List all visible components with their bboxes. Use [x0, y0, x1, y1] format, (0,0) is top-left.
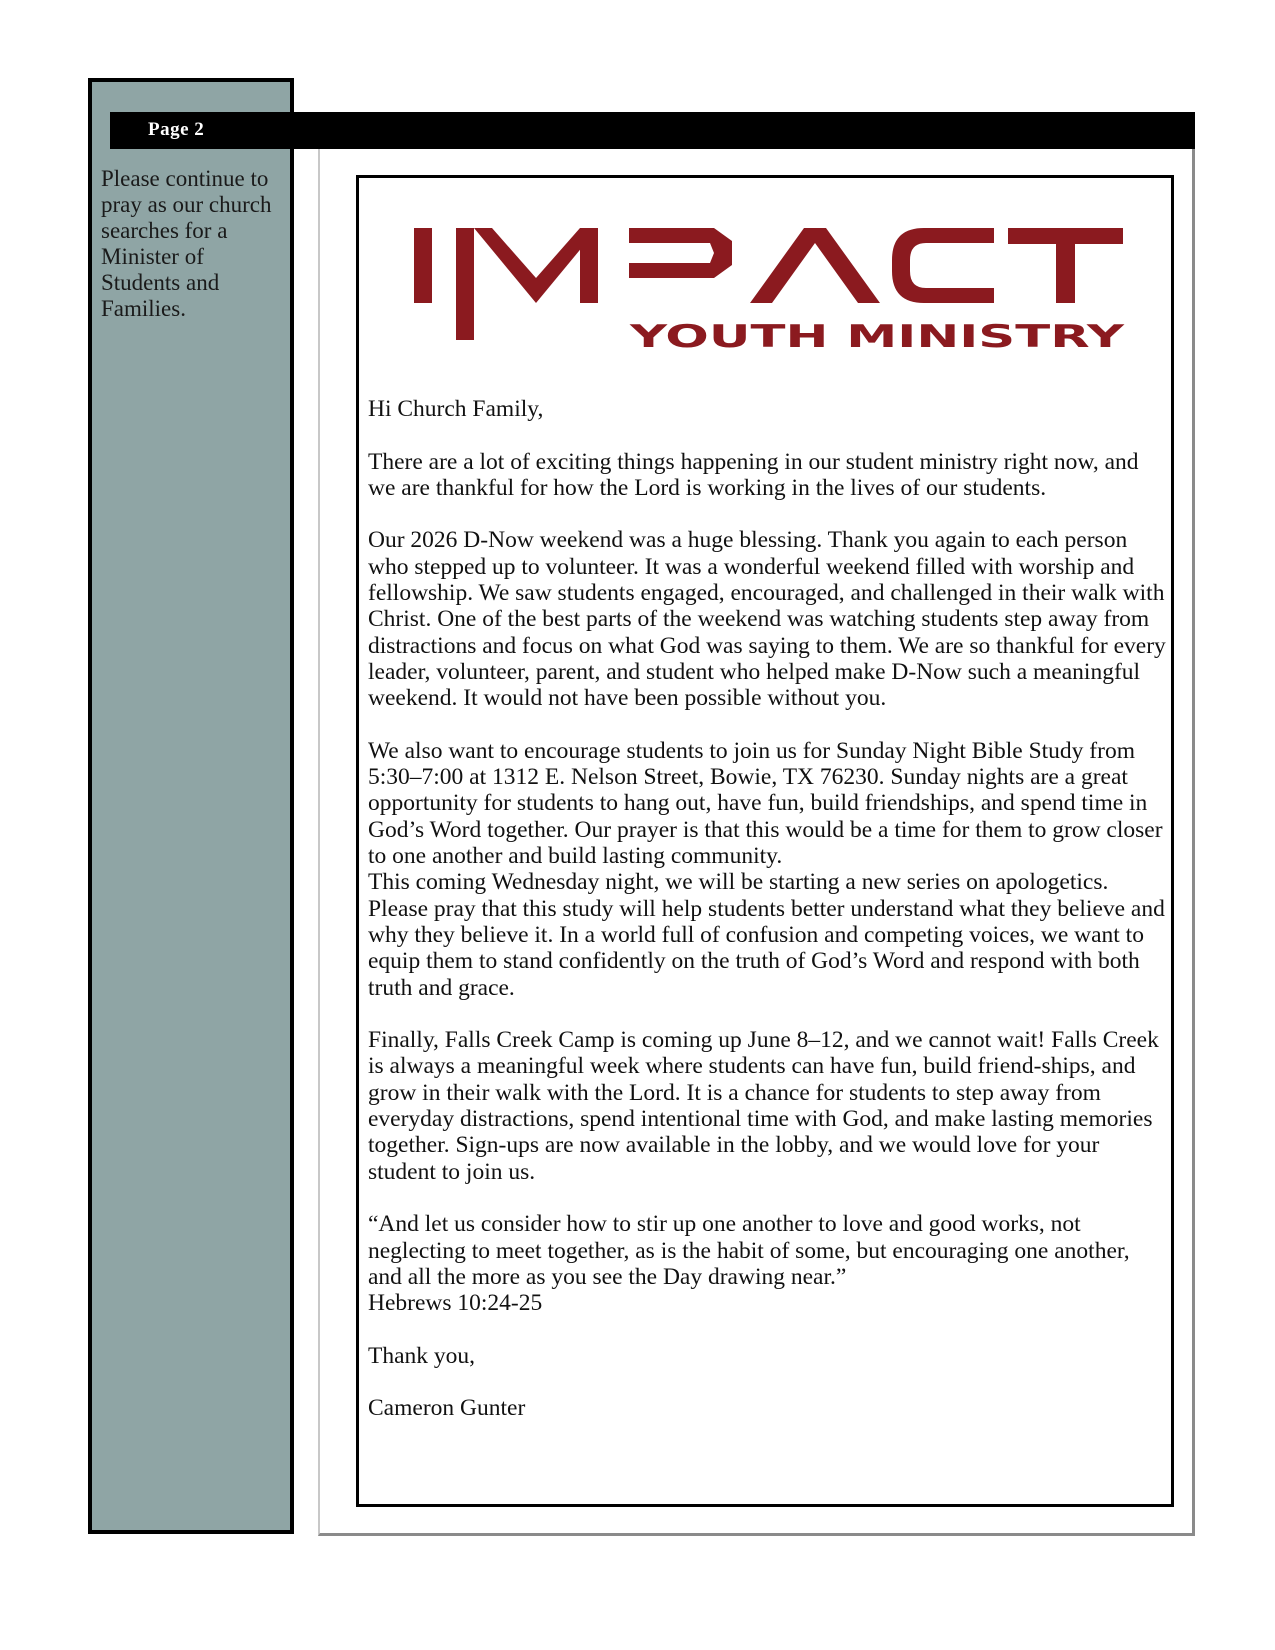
letter-paragraph: There are a lot of exciting things happening in our student ministry right now, and we are thankful for how the Lord is working in the lives of our students.	[368, 448, 1139, 501]
impact-youth-ministry-logo	[414, 223, 1127, 358]
letter-closing: Thank you,	[368, 1342, 476, 1369]
sidebar-prayer-note: Please continue to pray as our church searches for a Minister of Students and Families.	[101, 166, 272, 321]
letter-paragraph: We also want to encourage students to join us for Sunday Night Bible Study from 5:30–7:00 at 1312 E. Nelson Street, Bowie, TX 76230. Sunday nights are a great opportunity for students to hang out, have fun, build friendships, and spend time in God’s Word together. Our prayer is that this would be a time for them to grow closer to one another and build lasting community.	[368, 737, 1163, 870]
logo-subtitle: YOUTH MINISTRY	[628, 319, 1125, 355]
letter-paragraph: This coming Wednesday night, we will be starting a new series on apologetics. Please pray that this study will help students better understand what they believe and why they believe it. In a world full of confusion and competing voices, we want to equip them to stand confidently on the truth of God’s Word and respond with both truth and grace.	[368, 869, 1165, 1001]
letter-greeting: Hi Church Family,	[368, 396, 544, 422]
page-number-label: Page 2	[148, 119, 205, 140]
scripture-reference: Hebrews 10:24-25	[368, 1290, 543, 1317]
letter-box	[356, 175, 1174, 1507]
letter-signature: Cameron Gunter	[368, 1395, 526, 1422]
letter-body	[368, 396, 1168, 1448]
page-banner	[110, 112, 1195, 149]
letter-paragraph: Our 2026 D-Now weekend was a huge blessing. Thank you again to each person who stepped up to volunteer. It was a wonderful weekend filled with worship and fellowship. We saw students engaged, encouraged, and challenged in their walk with Christ. One of the best parts of the weekend was watching students step away from distractions and focus on what God was saying to them. We are so thankful for every leader, volunteer, parent, and student who helped make D-Now such a meaningful weekend. It would not have been possible without you.	[368, 527, 1166, 712]
letter-paragraph: Finally, Falls Creek Camp is coming up June 8–12, and we cannot wait! Falls Creek is always a meaningful week where students can have fun, build friend-ships, and grow in their walk with the Lord. It is a chance for students to step away from everyday distractions, spend intentional time with God, and make lasting memories together. Sign-ups are now available in the lobby, and we would love for your student to join us.	[368, 1027, 1159, 1185]
scripture-quote: “And let us consider how to stir up one another to love and good works, not neglecting to meet together, as is the habit of some, but encouraging one another, and all the more as you see the Day drawing near.”	[368, 1211, 1130, 1290]
sidebar	[88, 78, 294, 1534]
